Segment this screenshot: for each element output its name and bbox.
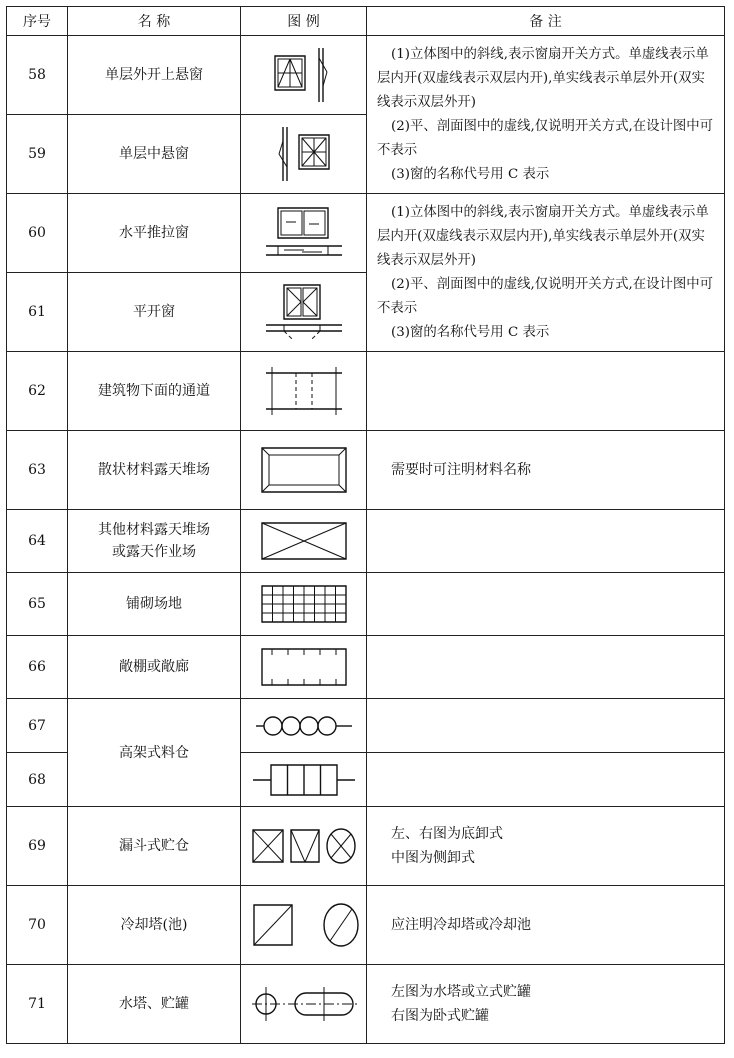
note-line: 中图为侧卸式 (391, 850, 475, 866)
note-line: (3)窗的名称代号用 C 表示 (391, 324, 550, 340)
top-hung-window-icon (269, 44, 339, 106)
row-number: 66 (7, 636, 68, 699)
row-name: 散状材料露天堆场 (68, 431, 241, 510)
row-number: 63 (7, 431, 68, 510)
elevated-bin-boxes-icon (251, 760, 357, 800)
note-line: (2)平、剖面图中的虚线,仅说明开关方式,在设计图中可不表示 (377, 118, 714, 158)
row-number: 71 (7, 965, 68, 1044)
table-row (7, 807, 725, 886)
row-name: 平开窗 (68, 273, 241, 352)
row-name: 冷却塔(池) (68, 886, 241, 965)
table-row (7, 965, 725, 1044)
row-number: 59 (7, 115, 68, 194)
note-line: (3)窗的名称代号用 C 表示 (391, 166, 550, 182)
note-line: 左、右图为底卸式 (391, 826, 503, 842)
row-number: 62 (7, 352, 68, 431)
sliding-window-icon (264, 202, 344, 264)
table-row (7, 510, 725, 573)
row-name: 漏斗式贮仓 (68, 807, 241, 886)
row-name: 水塔、贮罐 (68, 965, 241, 1044)
table-row (7, 636, 725, 699)
row-name: 建筑物下面的通道 (68, 352, 241, 431)
row-note (367, 510, 725, 573)
row-note (367, 753, 725, 807)
header-note: 备 注 (367, 7, 725, 36)
note-line: (1)立体图中的斜线,表示窗扇开关方式。单虚线表示单层内开(双虚线表示双层内开),单实线表示单层外开(双实线表示双层外开) (377, 46, 709, 110)
table-row (7, 573, 725, 636)
row-name: 单层中悬窗 (68, 115, 241, 194)
row-number: 60 (7, 194, 68, 273)
row-name: 高架式料仓 (68, 699, 241, 807)
center-pivot-window-icon (269, 123, 339, 185)
hopper-bin-icon (249, 824, 359, 868)
table-row (7, 36, 725, 115)
row-number: 70 (7, 886, 68, 965)
row-note: 应注明冷却塔或冷却池 (367, 886, 725, 965)
legend-table (6, 6, 725, 1044)
window-notes (367, 36, 725, 194)
row-number: 67 (7, 699, 68, 753)
cooling-tower-icon (246, 899, 362, 951)
table-row (7, 431, 725, 510)
row-note (367, 573, 725, 636)
row-number: 61 (7, 273, 68, 352)
row-number: 69 (7, 807, 68, 886)
row-number: 65 (7, 573, 68, 636)
note-line: 左图为水塔或立式贮罐 (391, 984, 531, 1000)
row-name: 敞棚或敞廊 (68, 636, 241, 699)
row-name: 单层外开上悬窗 (68, 36, 241, 115)
table-row (7, 352, 725, 431)
row-note (367, 636, 725, 699)
row-note (367, 699, 725, 753)
table-row (7, 699, 725, 753)
row-number: 58 (7, 36, 68, 115)
casement-window-icon (264, 281, 344, 343)
row-name: 其他材料露天堆场或露天作业场 (68, 510, 241, 573)
header-row (7, 7, 725, 36)
note-line: (1)立体图中的斜线,表示窗扇开关方式。单虚线表示单层内开(双虚线表示双层内开),单实线表示单层外开(双实线表示双层外开) (377, 204, 709, 268)
table-row (7, 886, 725, 965)
window-notes (367, 194, 725, 352)
row-note: 需要时可注明材料名称 (367, 431, 725, 510)
header-name: 名 称 (68, 7, 241, 36)
passage-icon (262, 361, 346, 421)
open-yard-icon (258, 520, 350, 562)
row-note (367, 352, 725, 431)
header-num: 序号 (7, 7, 68, 36)
row-name: 铺砌场地 (68, 573, 241, 636)
row-name: 水平推拉窗 (68, 194, 241, 273)
header-figure: 图 例 (241, 7, 367, 36)
stockyard-icon (258, 444, 350, 496)
table-row (7, 194, 725, 273)
row-number: 64 (7, 510, 68, 573)
elevated-bin-circles-icon (254, 708, 354, 744)
water-tower-tank-icon (246, 979, 362, 1029)
open-shed-icon (258, 646, 350, 688)
paved-ground-icon (258, 583, 350, 625)
row-number: 68 (7, 753, 68, 807)
note-line: (2)平、剖面图中的虚线,仅说明开关方式,在设计图中可不表示 (377, 276, 714, 316)
note-line: 右图为卧式贮罐 (391, 1008, 489, 1024)
